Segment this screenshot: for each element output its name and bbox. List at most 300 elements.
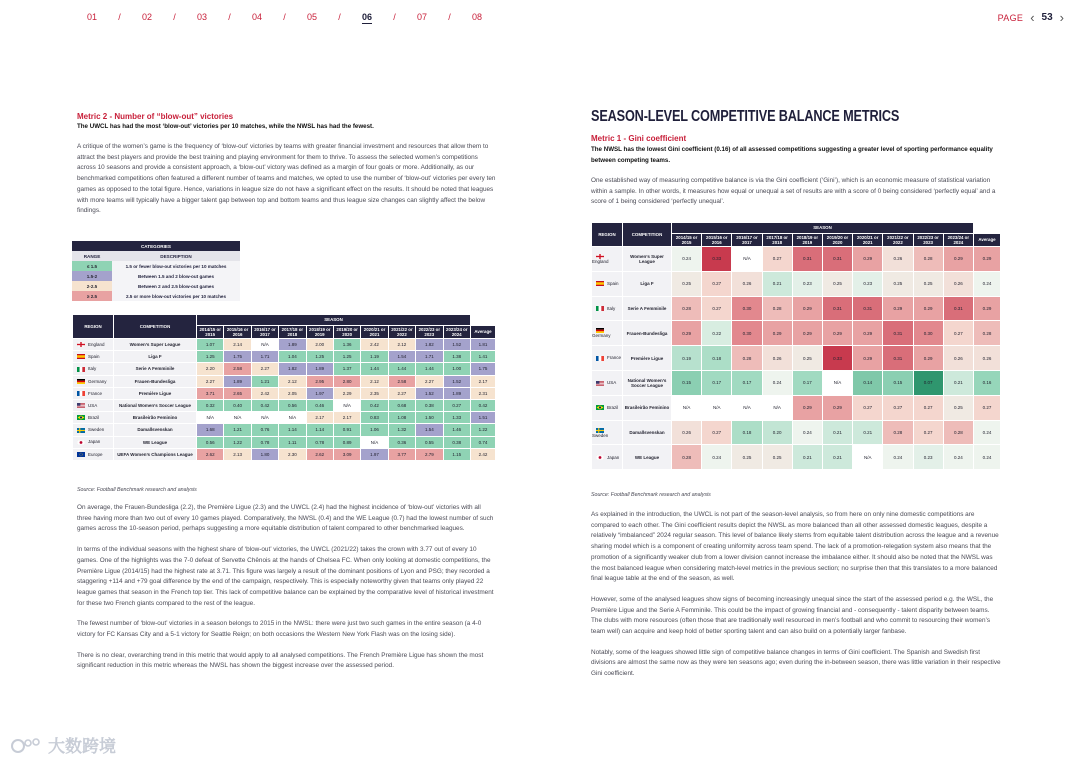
value-cell: 0.31 <box>883 321 912 345</box>
value-cell: 0.29 <box>883 297 912 321</box>
value-cell: 0.25 <box>672 272 701 296</box>
value-cell: 0.31 <box>793 247 822 271</box>
chapter-nav <box>78 12 491 22</box>
value-cell: N/A <box>672 396 701 420</box>
competition-cell: Damallsvenskan <box>114 424 196 435</box>
flag-england-icon <box>77 342 85 347</box>
competition-cell: Serie A Femminile <box>623 297 671 321</box>
average-cell: 1.81 <box>471 339 495 350</box>
value-cell: 2.79 <box>416 449 442 460</box>
value-cell: N/A <box>252 339 278 350</box>
value-cell: 0.36 <box>389 437 415 448</box>
value-cell: N/A <box>702 396 731 420</box>
region-cell <box>73 351 113 362</box>
region-name: Spain <box>607 281 619 287</box>
average-cell: 1.75 <box>471 363 495 374</box>
average-cell: 1.51 <box>471 412 495 423</box>
value-cell: 1.71 <box>416 351 442 362</box>
value-cell: 1.89 <box>307 363 333 374</box>
value-cell: N/A <box>732 247 761 271</box>
left-para-1: On average, the Frauen-Bundesliga (2.2), the Première Ligue (2.3) and the UWCL (2.4) had the highest incidence of ‘blow-out’ victories with all three having more than two out of every 10 games played. Comparatively, the NWSL (0.4) and the WE League (0.7) had the lowest number of such games across the 10-season period, perhaps suggesting a more equitable distribution of talent compared to other benchmarked leagues. <box>77 504 494 533</box>
value-cell: 0.26 <box>672 421 701 445</box>
region-name: Italy <box>88 366 97 372</box>
value-cell: 3.09 <box>334 449 360 460</box>
value-cell: 0.30 <box>914 321 943 345</box>
category-desc: 1.5 or fewer blow-out victories per 10 matches <box>112 261 240 271</box>
flag-germany-icon <box>77 379 85 384</box>
region-name: Germany <box>592 333 611 339</box>
region-name: Spain <box>88 354 100 360</box>
left-column <box>77 112 497 217</box>
value-cell: 1.14 <box>307 424 333 435</box>
value-cell: 1.44 <box>361 363 387 374</box>
average-cell: 1.41 <box>471 351 495 362</box>
value-cell: 0.19 <box>672 346 701 370</box>
value-cell: 1.14 <box>279 424 305 435</box>
value-cell: 0.27 <box>914 421 943 445</box>
region-cell <box>73 339 113 350</box>
region-cell <box>73 437 113 448</box>
value-cell: N/A <box>853 445 882 469</box>
value-cell: 0.21 <box>823 445 852 469</box>
season-col-header: 2022/23 or 2023 <box>416 326 442 338</box>
nav-separator: / <box>283 12 286 22</box>
value-cell: 1.25 <box>197 351 223 362</box>
value-cell: 2.27 <box>197 376 223 387</box>
competition-cell: Frauen-Bundesliga <box>623 321 671 345</box>
value-cell: 1.32 <box>389 424 415 435</box>
value-cell: 0.15 <box>672 371 701 395</box>
value-cell: 0.38 <box>444 437 470 448</box>
right-para-3: Notably, some of the leagues showed little sign of competitive balance changes in terms of Gini coefficient. The Spanish and Swedish first divisions are almost the same now as they were ten seasons ago; even during the in-between season, there was little variation in their respective Gini coefficient. <box>591 648 1001 678</box>
average-cell: 0.24 <box>974 421 1000 445</box>
average-cell: 0.29 <box>974 247 1000 271</box>
value-cell: 0.24 <box>883 445 912 469</box>
table-row <box>73 424 495 435</box>
competition-cell: Women’s Super League <box>623 247 671 271</box>
table-row <box>592 247 1000 271</box>
average-cell: 0.42 <box>471 400 495 411</box>
value-cell: 1.38 <box>444 351 470 362</box>
value-cell: 0.28 <box>732 346 761 370</box>
value-cell: 1.50 <box>416 412 442 423</box>
description-header: DESCRIPTION <box>112 251 240 261</box>
value-cell: N/A <box>823 371 852 395</box>
value-cell: 0.76 <box>252 424 278 435</box>
metric1-title: Metric 1 - Gini coefficient <box>591 134 687 143</box>
region-cell <box>73 376 113 387</box>
value-cell: 0.25 <box>944 396 973 420</box>
right-column <box>591 108 1001 208</box>
average-cell: 0.27 <box>974 396 1000 420</box>
value-cell: 1.00 <box>444 363 470 374</box>
value-cell: 3.71 <box>197 388 223 399</box>
value-cell: 1.44 <box>416 363 442 374</box>
value-cell: 0.21 <box>823 421 852 445</box>
table-row <box>73 437 495 448</box>
value-cell: 0.26 <box>883 247 912 271</box>
competition-cell: National Women’s Soccer League <box>114 400 196 411</box>
value-cell: 0.42 <box>252 400 278 411</box>
value-cell: 1.22 <box>224 437 250 448</box>
competition-cell: Women’s Super League <box>114 339 196 350</box>
value-cell: 1.21 <box>252 376 278 387</box>
value-cell: 2.17 <box>334 412 360 423</box>
competition-cell: Liga F <box>623 272 671 296</box>
value-cell: 1.54 <box>416 424 442 435</box>
region-name: Germany <box>88 378 107 384</box>
category-row <box>72 261 240 271</box>
region-header: REGION <box>592 223 622 246</box>
table-row <box>592 396 1000 420</box>
region-name: Sweden <box>592 432 609 438</box>
value-cell: 0.27 <box>702 272 731 296</box>
average-cell: 0.74 <box>471 437 495 448</box>
value-cell: 0.31 <box>883 346 912 370</box>
page-indicator <box>998 12 1064 23</box>
value-cell: 0.29 <box>793 396 822 420</box>
table-row <box>73 388 495 399</box>
metric1-subtitle: The NWSL has the lowest Gini coefficient (0.16) of all assessed competitions suggesting a greater level of sporting performance equality between competing teams. <box>591 146 993 164</box>
value-cell: 0.26 <box>944 272 973 296</box>
left-para-2: In terms of the individual seasons with the highest share of ‘blow-out’ victories, the UWCL (2021/22) takes the crown with 3.77 out of every 10 games. One of the highlights was the 7-0 defeat of Servette Chênois at the hands of Chelsea FC. When only looking at domestic competitions, the Première Ligue (2014/15) had the highest rate at 3.71. This figure was largely a result of the dominant positions of Lyon and PSG; they recorded a staggering +114 and +79 goal difference by the end of the campaign, respectively. This is especially noteworthy given that teams only played 22 league games that season in the French top tier. This lack of competitive balance can be explained by the comparative level of historical investment for these two French giants compared to the rest of the league. <box>77 546 494 607</box>
competition-cell: National Women’s Soccer League <box>623 371 671 395</box>
value-cell: 2.65 <box>224 388 250 399</box>
value-cell: 2.12 <box>389 339 415 350</box>
value-cell: 2.42 <box>252 388 278 399</box>
value-cell: 0.21 <box>853 421 882 445</box>
table-row <box>592 297 1000 321</box>
value-cell: 0.22 <box>702 321 731 345</box>
region-cell <box>73 424 113 435</box>
region-header: REGION <box>73 315 113 338</box>
region-cell <box>592 371 622 395</box>
nav-chapter-05[interactable]: 05 <box>306 12 317 22</box>
region-name: Japan <box>88 439 101 445</box>
nav-separator: / <box>118 12 121 22</box>
right-para-1: As explained in the introduction, the UWCL is not part of the season-level analysis, so from here on only nine domestic competitions are compared to each other. The Gini coefficient results depict the NWSL as more balanced than all other assessed domestic leagues, despite a relatively “imbalanced” 2024 regular season. This level of balance likely stems from equitable talent distribution across the league and a revenue sharing model which is a component of creating uniformity across team spend. The lack of a promotion-relegation system also means that the promotion of a significantly weaker club from a lower division cannot increase the imbalance either. It should also be noted that the NWSL was the most balanced league when considering match-level metrics in the previous section; no surprise then that this translates to a more balanced final league table at the end of the season, as well. <box>591 511 999 583</box>
region-cell <box>73 388 113 399</box>
value-cell: 2.58 <box>224 363 250 374</box>
season-col-header: 2020/21 or 2021 <box>853 234 882 246</box>
page-label: PAGE <box>997 12 1024 23</box>
value-cell: 0.68 <box>389 400 415 411</box>
value-cell: 1.33 <box>444 412 470 423</box>
region-name: Brazil <box>607 405 619 411</box>
value-cell: 0.21 <box>763 272 792 296</box>
value-cell: 0.24 <box>763 371 792 395</box>
value-cell: 1.82 <box>279 363 305 374</box>
table-row <box>592 371 1000 395</box>
value-cell: 0.78 <box>252 437 278 448</box>
category-row <box>72 291 240 301</box>
nav-separator: / <box>448 12 451 22</box>
value-cell: 0.29 <box>763 321 792 345</box>
flag-japan-icon <box>77 440 85 445</box>
table-row <box>73 449 495 460</box>
value-cell: 0.33 <box>823 346 852 370</box>
value-cell: 2.27 <box>389 388 415 399</box>
value-cell: 1.52 <box>444 376 470 387</box>
category-row <box>72 281 240 291</box>
value-cell: 0.24 <box>944 445 973 469</box>
value-cell: 1.06 <box>361 424 387 435</box>
value-cell: 0.56 <box>279 400 305 411</box>
value-cell: 0.24 <box>793 421 822 445</box>
value-cell: N/A <box>279 412 305 423</box>
value-cell: 0.27 <box>763 247 792 271</box>
value-cell: 0.32 <box>197 400 223 411</box>
value-cell: 0.28 <box>883 421 912 445</box>
region-name: France <box>88 390 103 396</box>
value-cell: 0.38 <box>416 400 442 411</box>
competition-cell: Serie A Femminile <box>114 363 196 374</box>
nav-separator: / <box>393 12 396 22</box>
region-cell <box>73 412 113 423</box>
value-cell: 0.29 <box>853 321 882 345</box>
right-para-2: However, some of the analysed leagues show signs of becoming increasingly unequal since the start of the assessed period e.g. the WSL, the Première Ligue and the Serie A Femminile. This could be the impact of growing financial and - consequently - talent disparity between teams. The clubs with more resources (often those that are traditionally well resourced in men’s football and who commit to resourcing their women’s team well) can acquire and keep hold of better sporting talent and can also build on a potentially larger fanbase. <box>591 595 994 636</box>
region-name: Italy <box>607 305 616 311</box>
value-cell: 0.24 <box>672 247 701 271</box>
season-col-header: 2019/20 or 2020 <box>334 326 360 338</box>
competition-cell: UEFA Women’s Champions League <box>114 449 196 460</box>
value-cell: 0.31 <box>944 297 973 321</box>
value-cell: 1.08 <box>389 412 415 423</box>
value-cell: 0.31 <box>853 297 882 321</box>
value-cell: 1.68 <box>197 424 223 435</box>
region-name: England <box>592 259 609 265</box>
region-cell <box>592 445 622 469</box>
value-cell: 3.77 <box>389 449 415 460</box>
page-number: 53 <box>1041 12 1053 23</box>
categories-legend <box>72 241 240 301</box>
table-row <box>73 351 495 362</box>
value-cell: 2.62 <box>307 449 333 460</box>
season-col-header: 2020/21 or 2021 <box>361 326 387 338</box>
nav-separator: / <box>338 12 341 22</box>
region-name: France <box>607 355 622 361</box>
flag-spain-icon <box>596 281 604 286</box>
value-cell: 0.28 <box>763 297 792 321</box>
nav-chapter-06[interactable]: 06 <box>361 12 372 22</box>
value-cell: N/A <box>361 437 387 448</box>
value-cell: 0.23 <box>793 272 822 296</box>
value-cell: 2.29 <box>334 388 360 399</box>
competition-cell: Brasileirão Feminino <box>114 412 196 423</box>
season-col-header: 2017/18 or 2018 <box>279 326 305 338</box>
region-name: Sweden <box>88 427 105 433</box>
value-cell: 0.21 <box>944 371 973 395</box>
competition-cell: Liga F <box>114 351 196 362</box>
value-cell: 0.26 <box>763 346 792 370</box>
value-cell: 0.26 <box>732 272 761 296</box>
flag-france-icon <box>77 391 85 396</box>
value-cell: 0.07 <box>914 371 943 395</box>
right-source: Source: Football Benchmark research and analysis <box>591 492 711 498</box>
average-cell: 0.29 <box>974 297 1000 321</box>
flag-japan-icon <box>596 455 604 460</box>
category-desc: Between 1.5 and 2 blow-out games <box>112 271 240 281</box>
value-cell: 1.89 <box>444 388 470 399</box>
value-cell: 0.17 <box>793 371 822 395</box>
season-col-header: 2018/19 or 2019 <box>793 234 822 246</box>
table-row <box>592 445 1000 469</box>
value-cell: 2.05 <box>279 388 305 399</box>
value-cell: 2.13 <box>224 449 250 460</box>
value-cell: 0.29 <box>944 247 973 271</box>
value-cell: 0.28 <box>914 247 943 271</box>
season-col-header: 2023/24 or 2024 <box>444 326 470 338</box>
region-cell <box>73 449 113 460</box>
table-row <box>592 346 1000 370</box>
value-cell: 0.27 <box>702 297 731 321</box>
value-cell: 0.27 <box>853 396 882 420</box>
chevron-left-icon[interactable]: ‹ <box>1030 10 1035 25</box>
value-cell: 1.37 <box>334 363 360 374</box>
nav-chapter-07[interactable]: 07 <box>416 12 427 22</box>
value-cell: 0.29 <box>672 321 701 345</box>
value-cell: N/A <box>763 396 792 420</box>
value-cell: 1.11 <box>279 437 305 448</box>
average-cell: 2.17 <box>471 376 495 387</box>
flag-france-icon <box>596 356 604 361</box>
flag-sweden-icon <box>77 428 85 433</box>
value-cell: 1.97 <box>361 449 387 460</box>
value-cell: 2.12 <box>279 376 305 387</box>
value-cell: 0.25 <box>883 272 912 296</box>
categories-title: CATEGORIES <box>72 241 240 251</box>
value-cell: 2.42 <box>361 339 387 350</box>
value-cell: 0.42 <box>361 400 387 411</box>
value-cell: 0.91 <box>334 424 360 435</box>
nav-chapter-08[interactable]: 08 <box>471 12 482 22</box>
season-col-header: 2015/16 or 2016 <box>224 326 250 338</box>
watermark-logo-icon <box>10 736 44 754</box>
value-cell: 2.30 <box>279 449 305 460</box>
value-cell: 0.14 <box>853 371 882 395</box>
category-row <box>72 271 240 281</box>
metric2-title: Metric 2 - Number of “blow-out” victories <box>77 112 234 121</box>
value-cell: 1.04 <box>279 351 305 362</box>
season-col-header: 2023/24 or 2024 <box>944 234 973 246</box>
value-cell: 1.46 <box>444 424 470 435</box>
season-col-header: 2022/23 or 2023 <box>914 234 943 246</box>
region-name: USA <box>88 402 98 408</box>
value-cell: 0.27 <box>444 400 470 411</box>
value-cell: 2.27 <box>252 363 278 374</box>
value-cell: 0.28 <box>944 421 973 445</box>
value-cell: 1.21 <box>224 424 250 435</box>
season-col-header: 2021/22 or 2022 <box>883 234 912 246</box>
value-cell: 0.28 <box>672 297 701 321</box>
flag-brazil-icon <box>77 415 85 420</box>
table-row <box>73 363 495 374</box>
value-cell: N/A <box>334 400 360 411</box>
season-col-header: 2015/16 or 2016 <box>702 234 731 246</box>
value-cell: 0.29 <box>853 247 882 271</box>
table-row <box>592 321 1000 345</box>
value-cell: 0.29 <box>914 346 943 370</box>
region-cell <box>592 297 622 321</box>
region-name: USA <box>607 380 617 386</box>
value-cell: 0.25 <box>823 272 852 296</box>
chevron-right-icon[interactable]: › <box>1059 10 1064 25</box>
value-cell: 0.17 <box>732 371 761 395</box>
value-cell: N/A <box>224 412 250 423</box>
region-cell <box>592 321 622 345</box>
value-cell: 1.71 <box>252 351 278 362</box>
average-cell: 0.26 <box>974 346 1000 370</box>
table-row <box>73 376 495 387</box>
competition-cell: Première Ligue <box>623 346 671 370</box>
value-cell: 1.52 <box>416 388 442 399</box>
average-cell: 0.16 <box>974 371 1000 395</box>
nav-chapter-02[interactable]: 02 <box>141 12 152 22</box>
value-cell: 0.89 <box>334 437 360 448</box>
table-row <box>592 421 1000 445</box>
table-row <box>73 339 495 350</box>
nav-chapter-03[interactable]: 03 <box>196 12 207 22</box>
value-cell: 2.62 <box>197 449 223 460</box>
value-cell: 0.40 <box>224 400 250 411</box>
season-header: SEASON <box>672 223 973 233</box>
average-cell: 0.24 <box>974 272 1000 296</box>
value-cell: 0.27 <box>883 396 912 420</box>
region-cell <box>73 400 113 411</box>
value-cell: 0.33 <box>702 247 731 271</box>
category-range: 1.5-2 <box>72 271 112 281</box>
value-cell: 0.30 <box>732 297 761 321</box>
value-cell: N/A <box>252 412 278 423</box>
competition-header: COMPETITION <box>623 223 671 246</box>
value-cell: 0.31 <box>823 247 852 271</box>
watermark <box>10 732 116 757</box>
left-lower <box>77 487 497 672</box>
value-cell: 0.27 <box>944 321 973 345</box>
region-cell <box>73 363 113 374</box>
value-cell: 0.18 <box>702 346 731 370</box>
section-title: SEASON-LEVEL COMPETITIVE BALANCE METRICS <box>591 108 900 125</box>
value-cell: 2.35 <box>361 388 387 399</box>
blowout-table <box>72 314 496 461</box>
table-row <box>73 400 495 411</box>
average-cell: 2.42 <box>471 449 495 460</box>
season-col-header: 2019/20 or 2020 <box>823 234 852 246</box>
flag-europe-icon <box>77 452 85 457</box>
value-cell: 1.54 <box>389 351 415 362</box>
table-row <box>73 412 495 423</box>
competition-cell: WE League <box>114 437 196 448</box>
value-cell: 0.29 <box>853 346 882 370</box>
average-cell: 2.31 <box>471 388 495 399</box>
metric2-intro: A critique of the women’s game is the frequency of ‘blow-out’ victories by teams with greater financial investment and resources that allow them to attract the best players and provide the best training and playing environment for them to thrive. To assess the selected women’s competitions across 10 seasons and provide a consistent approach, a ‘blow-out’ victory was defined as a margin of four goals or more. Additionally, as our benchmarked competitions often featured a different number of teams and matches, we opted to use the number of ‘blow-out’ victories per every ten games as opposed to the total figure. Hence, variations in league size do not have a significant effect on the results. It should be noted that leagues with more teams will typically have a bigger talent gap between top and bottom teams and thus league size changes can slightly affect the below findings. <box>77 143 496 215</box>
value-cell: 1.36 <box>334 339 360 350</box>
value-cell: 0.25 <box>793 346 822 370</box>
nav-chapter-01[interactable]: 01 <box>86 12 97 22</box>
value-cell: 0.25 <box>763 445 792 469</box>
value-cell: 0.28 <box>672 445 701 469</box>
nav-chapter-04[interactable]: 04 <box>251 12 262 22</box>
flag-spain-icon <box>77 354 85 359</box>
region-cell <box>592 247 622 271</box>
value-cell: 1.89 <box>279 339 305 350</box>
value-cell: N/A <box>732 396 761 420</box>
value-cell: 0.23 <box>853 272 882 296</box>
average-header: Average <box>974 234 1000 246</box>
season-col-header: 2017/18 or 2018 <box>763 234 792 246</box>
value-cell: 0.29 <box>914 297 943 321</box>
region-cell <box>592 272 622 296</box>
